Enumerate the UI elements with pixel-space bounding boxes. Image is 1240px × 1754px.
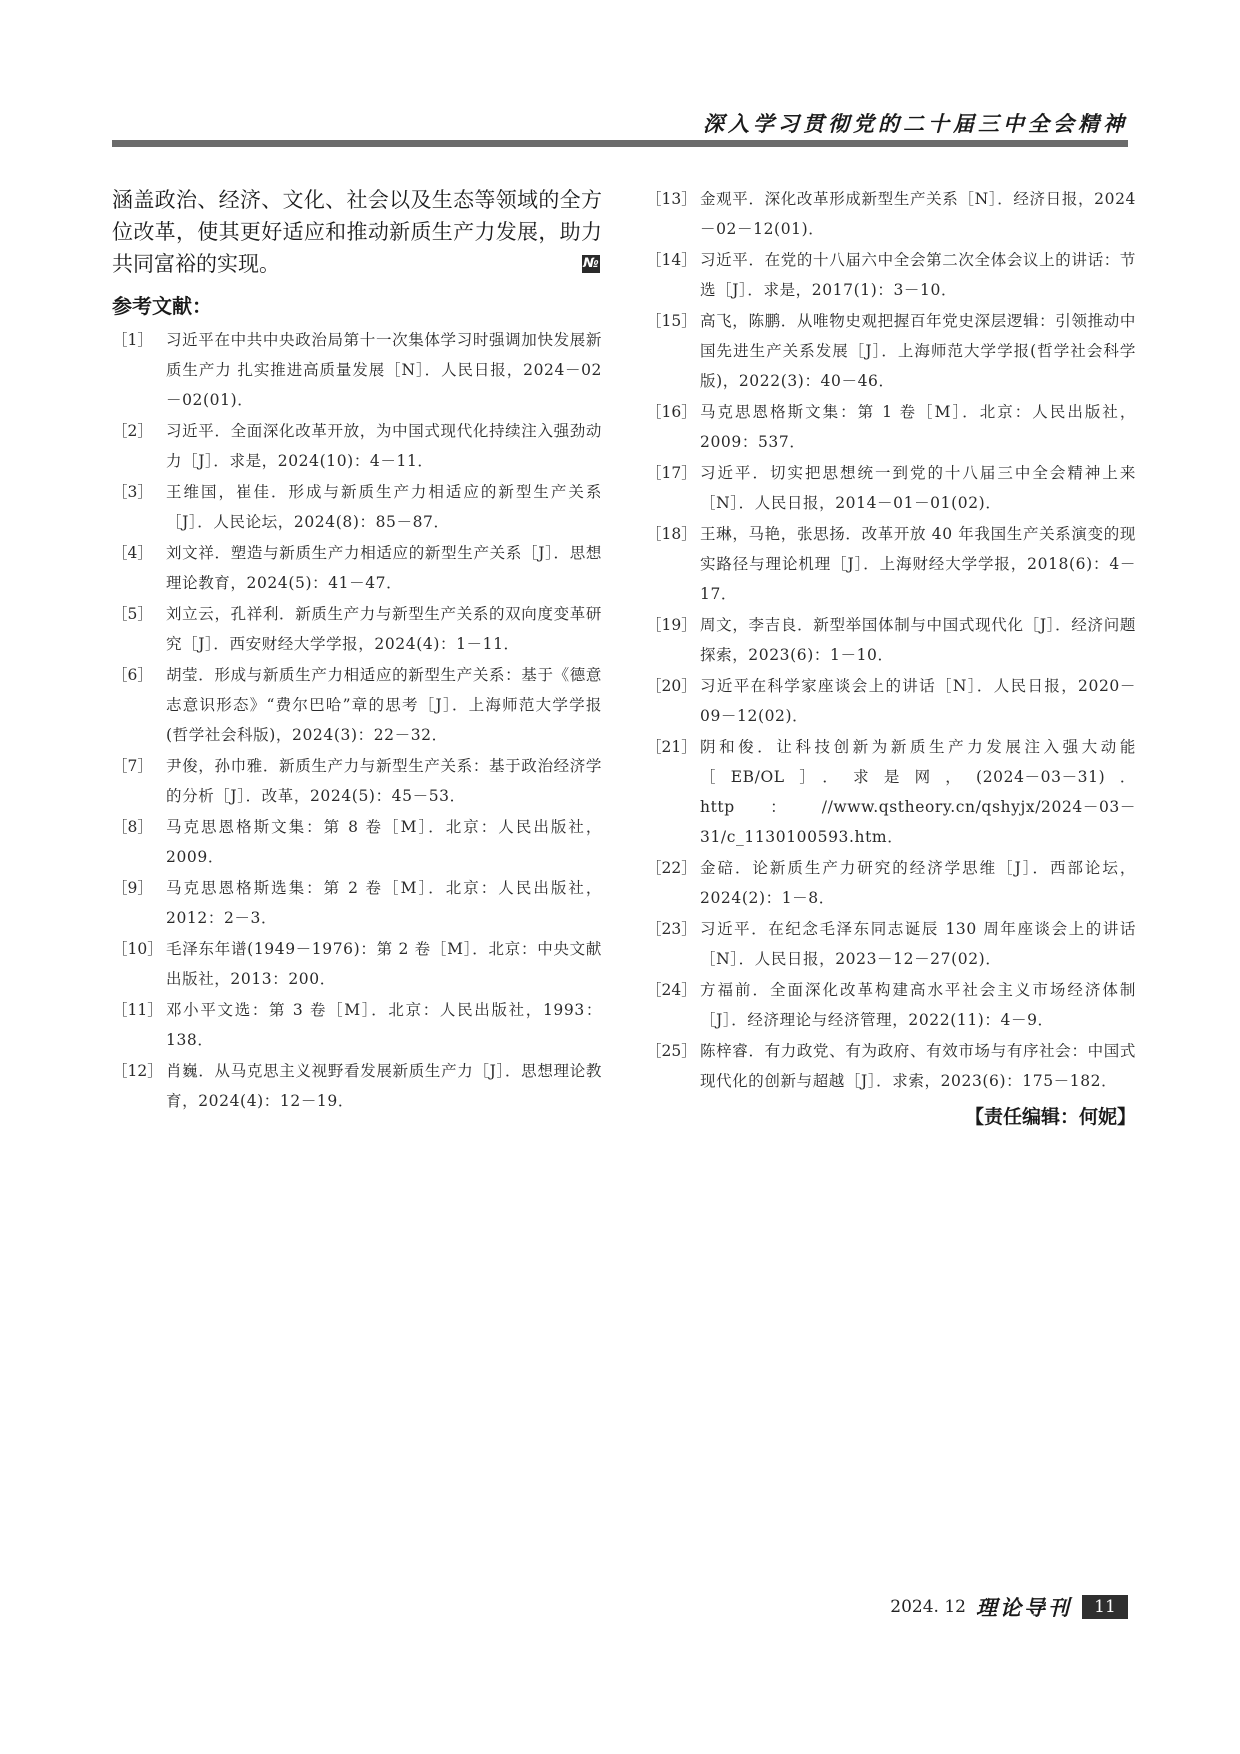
reference-text: 习近平．在纪念毛泽东同志诞辰 130 周年座谈会上的讲话［N］．人民日报，2023－12－27(02)． (700, 920, 1136, 968)
reference-text: 马克思恩格斯选集：第 2 卷［M］．北京：人民出版社，2012：2－3． (166, 879, 602, 927)
reference-text: 刘立云，孔祥利．新质生产力与新型生产关系的双向度变革研究［J］．西安财经大学学报，2024(4)：1－11． (166, 605, 602, 653)
responsible-editor: 【责任编辑：何妮】 (964, 1106, 1136, 1128)
reference-number: ［19］ (646, 616, 697, 634)
reference-item (646, 184, 1136, 244)
reference-text: 金观平．深化改革形成新型生产关系［N］．经济日报，2024－02－12(01)． (700, 190, 1136, 238)
reference-number: ［25］ (646, 1042, 697, 1060)
reference-text: 金碚．论新质生产力研究的经济学思维［J］．西部论坛，2024(2)：1－8． (700, 859, 1136, 907)
reference-item (112, 477, 602, 537)
reference-item (112, 599, 602, 659)
reference-number: ［18］ (646, 525, 697, 543)
reference-list-right (646, 184, 1136, 1096)
reference-text: 王维国，崔佳．形成与新质生产力相适应的新型生产关系［J］．人民论坛，2024(8)：85－87． (166, 483, 602, 531)
reference-text: 毛泽东年谱(1949－1976)：第 2 卷［M］．北京：中央文献出版社，2013：200． (166, 940, 602, 988)
reference-text: 习近平在科学家座谈会上的讲话［N］．人民日报，2020－09－12(02)． (700, 677, 1136, 725)
reference-item (646, 245, 1136, 305)
reference-item (646, 306, 1136, 396)
left-column (112, 184, 602, 1117)
reference-text: 刘文祥．塑造与新质生产力相适应的新型生产关系［J］．思想理论教育，2024(5)：41－47． (166, 544, 602, 592)
reference-number: ［5］ (112, 605, 153, 623)
end-mark-icon: № (583, 256, 599, 271)
reference-list-left (112, 325, 602, 1116)
reference-text: 肖巍．从马克思主义视野看发展新质生产力［J］．思想理论教育，2024(4)：12－19． (166, 1062, 602, 1110)
reference-number: ［3］ (112, 483, 153, 501)
reference-number: ［2］ (112, 422, 153, 440)
reference-text: 方福前．全面深化改革构建高水平社会主义市场经济体制［J］．经济理论与经济管理，2022(11)：4－9． (700, 981, 1136, 1029)
reference-text: 高飞，陈鹏．从唯物史观把握百年党史深层逻辑：引领推动中国先进生产关系发展［J］．上海师范大学学报(哲学社会科学版)，2022(3)：40－46． (700, 312, 1136, 390)
reference-text: 陈梓睿．有力政党、有为政府、有效市场与有序社会：中国式现代化的创新与超越［J］．求索，2023(6)：175－182． (700, 1042, 1136, 1090)
reference-text: 尹俊，孙巾雅．新质生产力与新型生产关系：基于政治经济学的分析［J］．改革，2024(5)：45－53． (166, 757, 602, 805)
reference-item (112, 873, 602, 933)
reference-item (646, 610, 1136, 670)
reference-item (112, 1056, 602, 1116)
body-paragraph (112, 184, 602, 280)
reference-item (112, 934, 602, 994)
running-header: 深入学习贯彻党的二十届三中全会精神 (703, 112, 1128, 136)
reference-number: ［12］ (112, 1062, 163, 1080)
reference-number: ［23］ (646, 920, 697, 938)
reference-text: 习近平．切实把思想统一到党的十八届三中全会精神上来［N］．人民日报，2014－01－01(02)． (700, 464, 1136, 512)
reference-number: ［11］ (112, 1001, 163, 1019)
reference-item (112, 995, 602, 1055)
reference-text: 王琳，马艳，张思扬．改革开放 40 年我国生产关系演变的现实路径与理论机理［J］．上海财经大学学报，2018(6)：4－17． (700, 525, 1136, 603)
body-paragraph-text: 涵盖政治、经济、文化、社会以及生态等领域的全方位改革，使其更好适应和推动新质生产力发展，助力共同富裕的实现。 (112, 188, 602, 276)
reference-text: 马克思恩格斯文集：第 8 卷［M］．北京：人民出版社，2009． (166, 818, 602, 866)
reference-item (112, 812, 602, 872)
reference-item (646, 975, 1136, 1035)
reference-text: 阴和俊．让科技创新为新质生产力发展注入强大动能［EB/OL］．求是网，(2024－03－31)．http：//www.qstheory.cn/qshyjx/2024－03－31/c_1130100593.htm． (700, 738, 1136, 846)
reference-number: ［20］ (646, 677, 697, 695)
reference-item (112, 660, 602, 750)
reference-item (646, 914, 1136, 974)
reference-item (646, 397, 1136, 457)
reference-number: ［15］ (646, 312, 697, 330)
reference-number: ［22］ (646, 859, 697, 877)
reference-item (112, 751, 602, 811)
reference-text: 习近平．在党的十八届六中全会第二次全体会议上的讲话：节选［J］．求是，2017(1)：3－10． (700, 251, 1136, 299)
reference-item (112, 538, 602, 598)
reference-number: ［9］ (112, 879, 153, 897)
reference-text: 邓小平文选：第 3 卷［M］．北京：人民出版社，1993：138． (166, 1001, 602, 1049)
reference-item (646, 1036, 1136, 1096)
reference-number: ［1］ (112, 331, 153, 349)
references-heading: 参考文献： (112, 294, 212, 318)
reference-number: ［21］ (646, 738, 697, 756)
reference-item (646, 458, 1136, 518)
reference-text: 习近平在中共中央政治局第十一次集体学习时强调加快发展新质生产力 扎实推进高质量发展［N］．人民日报，2024－02－02(01)． (166, 331, 602, 409)
reference-number: ［24］ (646, 981, 697, 999)
reference-number: ［17］ (646, 464, 697, 482)
reference-number: ［4］ (112, 544, 153, 562)
reference-number: ［13］ (646, 190, 697, 208)
header-rule (112, 140, 1128, 147)
reference-item (646, 853, 1136, 913)
reference-number: ［10］ (112, 940, 163, 958)
page-footer (890, 1592, 1128, 1622)
reference-text: 胡莹．形成与新质生产力相适应的新型生产关系：基于《德意志意识形态》“费尔巴哈”章的思考［J］．上海师范大学学报(哲学社会科版)，2024(3)：22－32． (166, 666, 602, 744)
reference-number: ［8］ (112, 818, 153, 836)
reference-item (646, 732, 1136, 852)
reference-item (646, 671, 1136, 731)
reference-text: 周文，李吉良．新型举国体制与中国式现代化［J］．经济问题探索，2023(6)：1－10． (700, 616, 1136, 664)
reference-number: ［14］ (646, 251, 697, 269)
reference-number: ［16］ (646, 403, 697, 421)
reference-item (646, 519, 1136, 609)
reference-item (112, 325, 602, 415)
reference-text: 马克思恩格斯文集：第 1 卷［M］．北京：人民出版社，2009：537． (700, 403, 1136, 451)
right-column (646, 184, 1136, 1129)
issue-date: 2024. 12 (890, 1597, 966, 1617)
reference-text: 习近平．全面深化改革开放，为中国式现代化持续注入强劲动力［J］．求是，2024(10)：4－11． (166, 422, 602, 470)
reference-number: ［7］ (112, 757, 153, 775)
journal-name: 理论导刊 (976, 1596, 1072, 1620)
page-number: 11 (1082, 1595, 1128, 1619)
reference-item (112, 416, 602, 476)
reference-number: ［6］ (112, 666, 153, 684)
